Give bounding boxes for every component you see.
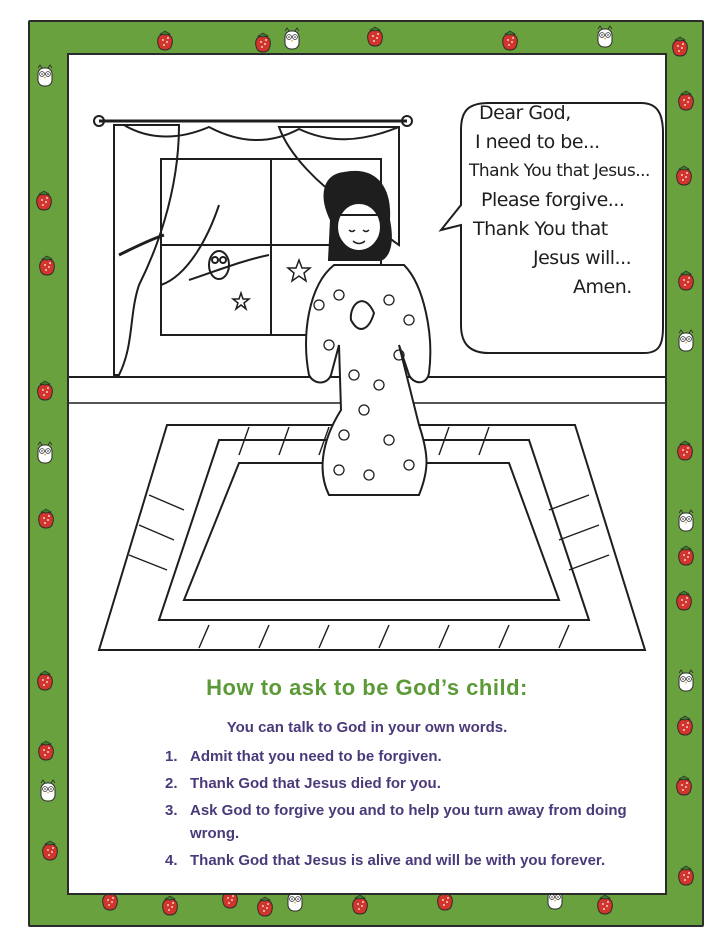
bubble-line: Thank You that Jesus...	[469, 161, 650, 181]
green-border-frame	[28, 20, 704, 927]
step-number: 4.	[165, 852, 178, 869]
step-item	[165, 772, 635, 795]
instructions-heading: How to ask to be God’s child:	[206, 675, 528, 700]
bubble-line: Dear God,	[479, 102, 571, 124]
praying-girl	[306, 172, 430, 495]
coloring-page	[67, 53, 667, 895]
bubble-line: Amen.	[573, 276, 632, 298]
step-number: 3.	[165, 802, 178, 819]
step-item	[165, 849, 635, 872]
step-item	[165, 799, 635, 845]
bubble-line: Thank You that	[473, 218, 608, 240]
left-curtain	[114, 125, 179, 375]
step-text: Thank God that Jesus is alive and will be with you forever.	[190, 852, 606, 869]
instructions-steps	[165, 745, 635, 876]
step-text: Thank God that Jesus died for you.	[190, 775, 441, 792]
instructions-intro: You can talk to God in your own words.	[226, 719, 508, 736]
speech-bubble-text	[465, 99, 665, 302]
bubble-line: I need to be...	[475, 131, 600, 153]
bubble-line: Jesus will...	[533, 247, 632, 269]
bubble-line: Please forgive...	[481, 189, 625, 211]
step-text: Ask God to forgive you and to help you turn away from doing wrong.	[190, 802, 627, 842]
step-item	[165, 745, 635, 768]
step-text: Admit that you need to be forgiven.	[190, 748, 442, 765]
step-number: 1.	[165, 748, 178, 765]
step-number: 2.	[165, 775, 178, 792]
